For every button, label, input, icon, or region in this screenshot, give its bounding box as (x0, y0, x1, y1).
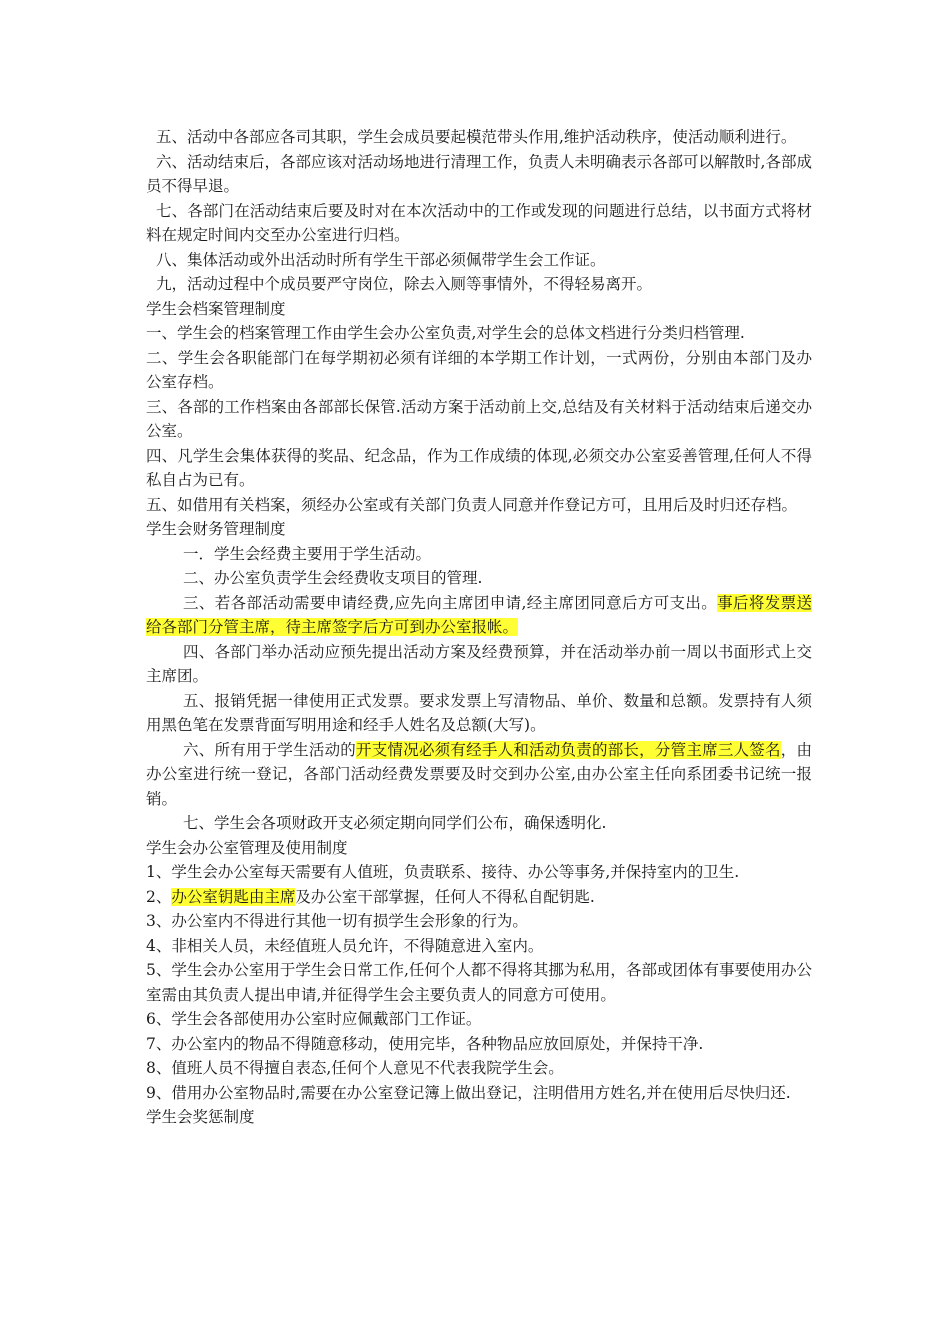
archive-rule-5: 五、如借用有关档案，须经办公室或有关部门负责人同意并作登记方可，且用后及时归还存档。 (146, 495, 798, 514)
office-rule-2-rest: 及办公室干部掌握，任何人不得私自配钥匙. (295, 887, 595, 906)
finance-rule-6-before: 六、所有用于学生活动的 (183, 740, 357, 759)
finance-rule-6-highlight: 开支情况必须有经手人和活动负责的部长，分管主席三人签名 (356, 740, 781, 759)
reward-section-title: 学生会奖惩制度 (146, 1108, 255, 1126)
finance-rule-6 (146, 738, 812, 812)
finance-rule-7: 七、学生会各项财政开支必须定期向同学们公布，确保透明化. (183, 814, 607, 832)
activity-rule-6: 六、活动结束后，各部应该对活动场地进行清理工作，负责人未明确表示各部可以解散时,各部成员不得早退。 (146, 152, 812, 195)
office-rule-2-highlight: 办公室钥匙由主席 (171, 887, 296, 906)
office-rule-4: 4、非相关人员，未经值班人员允许，不得随意进入室内。 (146, 936, 544, 955)
archive-rule-2: 二、学生会各职能部门在每学期初必须有详细的本学期工作计划，一式两份，分别由本部门及办公室存档。 (146, 348, 812, 391)
office-rule-6: 6、学生会各部使用办公室时应佩戴部门工作证。 (146, 1010, 482, 1028)
archive-rule-4: 四、凡学生会集体获得的奖品、纪念品，作为工作成绩的体现,必须交办公室妥善管理,任何人不得私自占为已有。 (146, 446, 812, 489)
activity-rule-5: 五、活动中各部应各司其职，学生会成员要起模范带头作用,维护活动秩序，使活动顺利进行。 (156, 128, 797, 146)
archive-rule-3: 三、各部的工作档案由各部部长保管.活动方案于活动前上交,总结及有关材料于活动结束后递交办公室。 (146, 397, 812, 440)
office-rule-7: 7、办公室内的物品不得随意移动，使用完毕，各种物品应放回原处，并保持干净. (146, 1034, 704, 1053)
finance-section-title: 学生会财务管理制度 (146, 520, 286, 538)
finance-rule-2: 二、办公室负责学生会经费收支项目的管理. (183, 569, 483, 587)
archive-section-title: 学生会档案管理制度 (146, 299, 286, 318)
office-rule-9: 9、借用办公室物品时,需要在办公室登记簿上做出登记，注明借用方姓名,并在使用后尽快归还. (146, 1083, 791, 1102)
office-rule-8: 8、值班人员不得擅自表态,任何个人意见不代表我院学生会。 (146, 1059, 564, 1077)
activity-rule-8: 八、集体活动或外出活动时所有学生干部必须佩带学生会工作证。 (156, 250, 606, 269)
activity-rule-9: 九，活动过程中个成员要严守岗位，除去入厕等事情外，不得轻易离开。 (156, 275, 653, 293)
finance-rule-3-text: 三、若各部活动需要申请经费,应先向主席团申请,经主席团同意后方可支出。 (183, 593, 718, 612)
finance-rule-1: 一．学生会经费主要用于学生活动。 (183, 544, 432, 563)
finance-rule-6-after: ，由办公室进行统一登记，各部门活动经费发票要及时交到办公室,由办公室主任向系团委书记统一报销。 (146, 740, 812, 808)
activity-rule-7: 七、各部门在活动结束后要及时对在本次活动中的工作或发现的问题进行总结，以书面方式将材料在规定时间内交至办公室进行归档。 (146, 201, 812, 244)
finance-rule-5: 五、报销凭据一律使用正式发票。要求发票上写清物品、单价、数量和总额。发票持有人须用黑色笔在发票背面写明用途和经手人姓名及总额(大写)。 (146, 691, 812, 734)
archive-rule-1: 一、学生会的档案管理工作由学生会办公室负责,对学生会的总体文档进行分类归档管理. (146, 324, 745, 342)
office-rule-5: 5、学生会办公室用于学生会日常工作,任何个人都不得将其挪为私用，各部或团体有事要使用办公室需由其负责人提出申请,并征得学生会主要负责人的同意方可使用。 (146, 961, 812, 1004)
office-rule-1: 1、学生会办公室每天需要有人值班，负责联系、接待、办公等事务,并保持室内的卫生. (146, 863, 740, 881)
office-rule-3: 3、办公室内不得进行其他一切有损学生会形象的行为。 (146, 912, 528, 930)
office-rule-2-prefix: 2、 (146, 887, 172, 906)
finance-rule-3-highlight: 事后将发票送给各部门分管主席，待主席签字后方可到办公室报帐。 (146, 593, 812, 636)
office-rule-2 (146, 885, 812, 910)
document-body (146, 125, 812, 1130)
office-section-title: 学生会办公室管理及使用制度 (146, 838, 348, 857)
finance-rule-4: 四、各部门举办活动应预先提出活动方案及经费预算，并在活动举办前一周以书面形式上交主席团。 (146, 642, 812, 685)
finance-rule-3 (146, 591, 812, 640)
